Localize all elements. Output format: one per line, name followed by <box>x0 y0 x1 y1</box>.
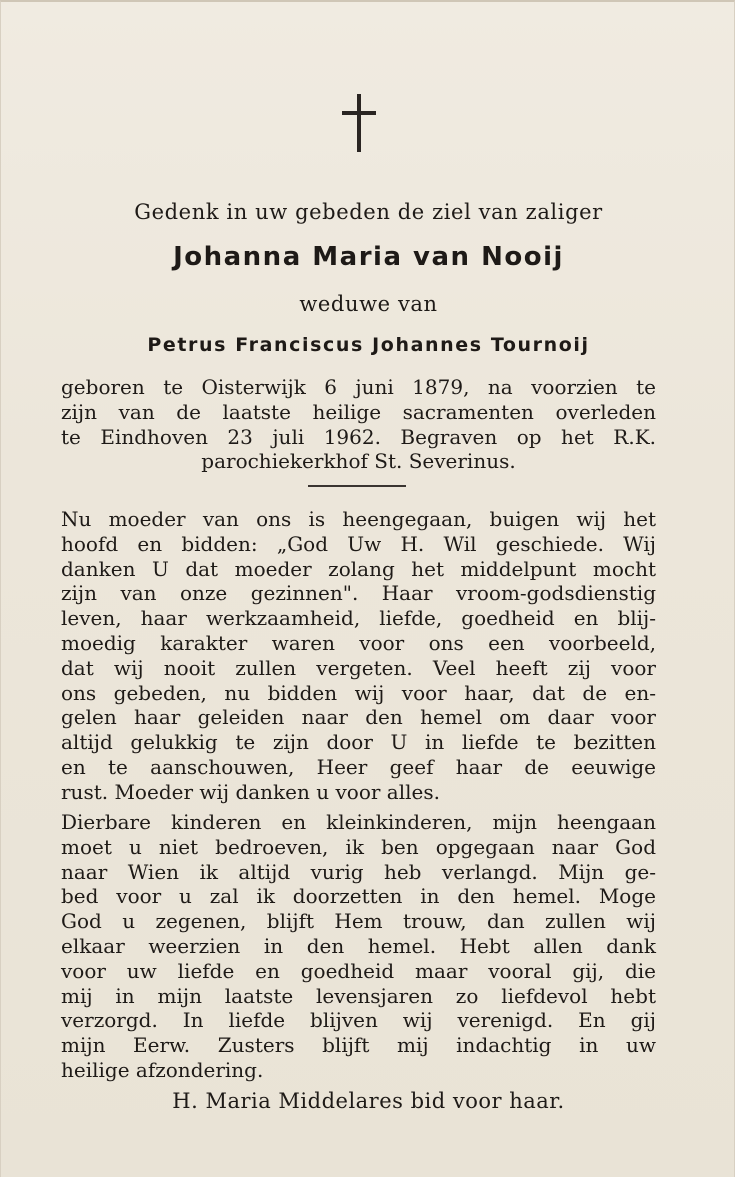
family-prayer-paragraph <box>61 507 656 805</box>
text-line: hoofd en bidden: „God Uw H. Wil geschiede. Wij <box>61 531 656 556</box>
text-line: dat wij nooit zullen vergeten. Veel heeft zij voor <box>61 655 656 680</box>
text-line: Dierbare kinderen en kleinkinderen, mijn heengaan <box>61 810 656 834</box>
text-line: en te aanschouwen, Heer geef haar de eeuwige <box>61 754 656 779</box>
text-line: moet u niet bedroeven, ik ben opgegaan naar God <box>61 834 656 859</box>
text-line: heilige afzondering. <box>61 1057 264 1082</box>
text-line: altijd gelukkig te zijn door U in liefde te bezitten <box>61 730 656 755</box>
text-line: God u zegenen, blijft Hem trouw, dan zullen wij <box>61 909 656 934</box>
divider-line <box>308 485 406 487</box>
text-line: parochiekerkhof St. Severinus. <box>201 449 516 474</box>
text-line: Nu moeder van ons is heengegaan, buigen wij het <box>61 507 656 531</box>
closing-prayer: H. Maria Middelares bid voor haar. <box>172 1089 565 1113</box>
text-line: danken U dat moeder zolang het middelpunt mocht <box>61 556 656 581</box>
text-line: zijn van onze gezinnen". Haar vroom-godsdienstig <box>61 581 656 606</box>
text-line: te Eindhoven 23 juli 1962. Begraven op het R.K. <box>61 424 656 449</box>
text-line: mijn Eerw. Zusters blijft mij indachtig in uw <box>61 1033 656 1058</box>
text-line: zijn van de laatste heilige sacramenten overleden <box>61 399 656 424</box>
text-line: gelen haar geleiden naar den hemel om daar voor <box>61 705 656 730</box>
text-line: geboren te Oisterwijk 6 juni 1879, na voorzien te <box>61 375 656 399</box>
farewell-paragraph <box>61 810 656 1083</box>
cross-icon <box>342 94 376 152</box>
deceased-name: Johanna Maria van Nooij <box>173 242 564 272</box>
text-line: voor uw liefde en goedheid maar vooral gij, die <box>61 958 656 983</box>
text-line: verzorgd. In liefde blijven wij verenigd. En gij <box>61 1008 656 1033</box>
text-line: bed voor u zal ik doorzetten in den hemel. Moge <box>61 884 656 909</box>
remembrance-intro: Gedenk in uw gebeden de ziel van zaliger <box>134 200 603 224</box>
relation-label: weduwe van <box>299 292 438 316</box>
spouse-name: Petrus Franciscus Johannes Tournoij <box>147 334 590 356</box>
text-line: elkaar weerzien in den hemel. Hebt allen dank <box>61 933 656 958</box>
text-line: ons gebeden, nu bidden wij voor haar, dat de en- <box>61 680 656 705</box>
text-line: rust. Moeder wij danken u voor alles. <box>61 779 440 804</box>
text-line: mij in mijn laatste levensjaren zo liefdevol hebt <box>61 983 656 1008</box>
birth-death-details <box>61 375 656 474</box>
text-line: naar Wien ik altijd vurig heb verlangd. Mijn ge- <box>61 859 656 884</box>
text-line: leven, haar werkzaamheid, liefde, goedheid en blij- <box>61 606 656 631</box>
text-line: moedig karakter waren voor ons een voorbeeld, <box>61 630 656 655</box>
